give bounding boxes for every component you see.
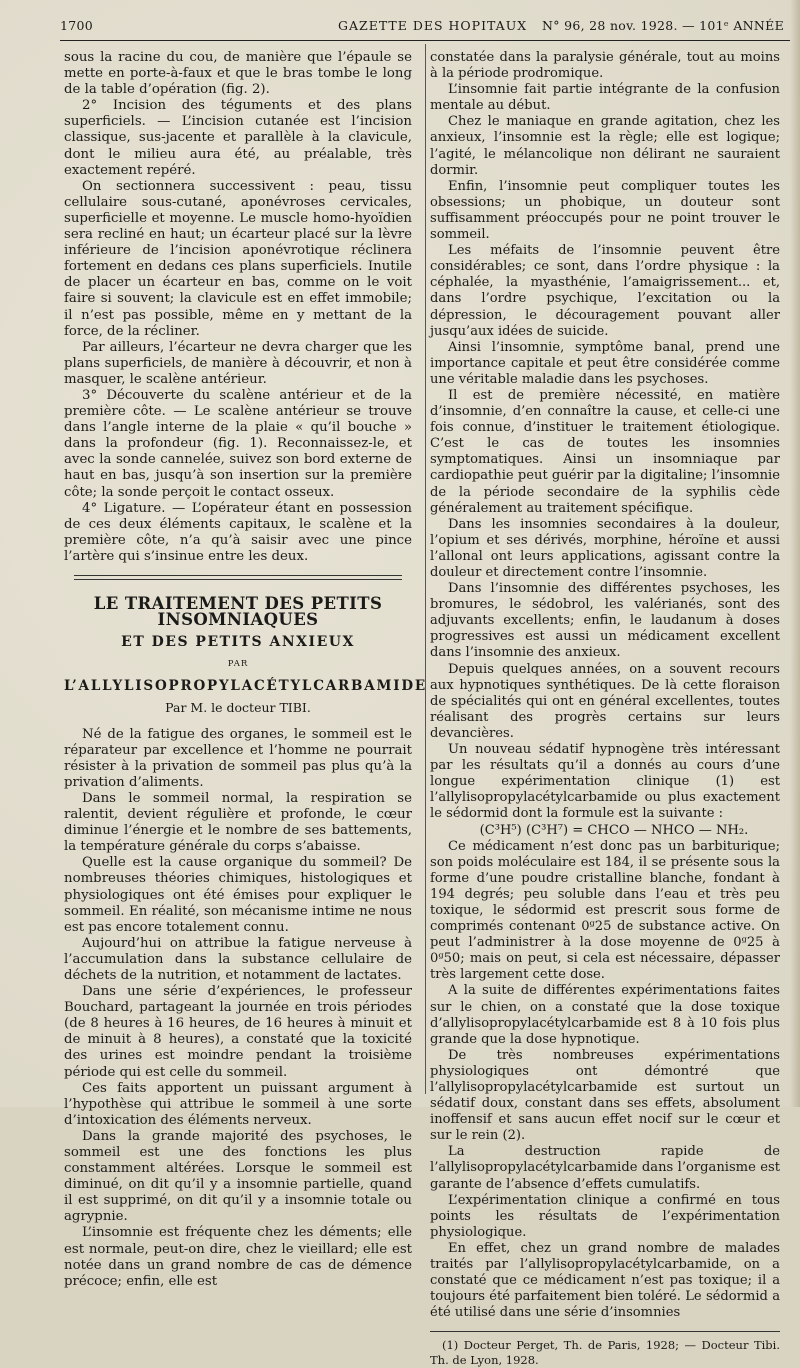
paragraph: 2° Incision des téguments et des plans superficiels. — L’incision cutanée est l’incision classique, sus-jacente et parallèle à la clavicule, dont le milieu aura été, au préalable, très exactement repéré. <box>64 98 412 178</box>
right-column <box>430 50 780 1368</box>
paragraph: En effet, chez un grand nombre de malades traités par l’allylisopropylacétylcarbamide, on a constaté que ce médicament n’est pas toxique; il a toujours été parfaitement bien toléré. Le sédormid a été utilisé dans une série d’insomnies <box>430 1240 780 1321</box>
issue-info: N° 96, 28 nov. 1928. — 101ᵉ ANNÉE <box>542 18 784 33</box>
paragraph: Ce médicament n’est donc pas un barbiturique; son poids moléculaire est 184, il se présente sous la forme d’une poudre cristalline blanche, fondant à 194 degrés; peu soluble dans l’eau et très peu toxique, le sédormid est prescrit sous forme de comprimés contenant 0ᵍ25 de substance active. On peut l’administrer à la dose moyenne de 0ᵍ25 à 0ᵍ50; mais on peut, si cela est nécessaire, dépasser très largement cette dose. <box>430 838 780 983</box>
paragraph: Dans l’insomnie des différentes psychoses, les bromures, le sédobrol, les valérianés, sont des adjuvants excellents; enfin, le laudanum à doses progressives est aussi un médicament excellent dans l’insomnie des anxieux. <box>430 581 780 661</box>
paragraph: L’expérimentation clinique a confirmé en tous points les résultats de l’expérimentation physiologique. <box>430 1192 780 1240</box>
paragraph: Ces faits apportent un puissant argument à l’hypothèse qui attribue le sommeil à une sorte d’intoxication des éléments nerveux. <box>64 1080 412 1128</box>
chemical-formula: (C³H⁵) (C³H⁷) = CHCO — NHCO — NH₂. <box>479 822 749 838</box>
article-subtitle: ET DES PETITS ANXIEUX <box>121 634 355 651</box>
header-rule <box>60 40 790 41</box>
paragraph: 4° Ligature. — L’opérateur étant en possession de ces deux éléments capitaux, le scalène et la première côte, n’a qu’à saisir avec une pince l’artère qui s’insinue entre les deux. <box>64 500 412 564</box>
paragraph: Quelle est la cause organique du sommeil? De nombreuses théories chimiques, histologiques et physiologiques ont été émises pour expliquer le sommeil. En réalité, son mécanisme intime ne nous est pas encore totalement connu. <box>64 855 412 935</box>
page-header <box>60 10 790 36</box>
page-number: 1700 <box>60 18 94 33</box>
paragraph: Les méfaits de l’insomnie peuvent être considérables; ce sont, dans l’ordre physique : la céphalée, la myasthénie, l’amaigrissement... et, dans l’ordre psychique, l’excitation ou la dépression, le découragement pouvant aller jusqu’aux idées de suicide. <box>430 243 780 339</box>
paragraph: Dans les insomnies secondaires à la douleur, l’opium et ses dérivés, morphine, héroïne et aussi l’allonal ont leurs applications, agissant contre la douleur et directement contre l’insomnie. <box>430 516 780 580</box>
footnotes <box>430 1331 780 1368</box>
article-title: LE TRAITEMENT DES PETITS INSOMNIAQUES <box>93 594 383 630</box>
paragraph: Aujourd’hui on attribue la fatigue nerveuse à l’accumulation dans la substance cellulaire de déchets de la nutrition, et notamment de lactates. <box>64 935 412 983</box>
paragraph: Enfin, l’insomnie peut compliquer toutes les obsessions; un phobique, un douteur sont suffisamment préoccupés pour ne point trouver le sommeil. <box>430 178 780 243</box>
left-column <box>64 50 427 1290</box>
paragraph: constatée dans la paralysie générale, tout au moins à la période prodromique. <box>430 50 780 82</box>
paragraph: L’insomnie fait partie intégrante de la confusion mentale au début. <box>430 82 780 114</box>
article-author: Par M. le docteur TIBI. <box>165 700 311 716</box>
article-drug-name: L’ALLYLISOPROPYLACÉTYLCARBAMIDE <box>64 678 427 695</box>
paragraph: Par ailleurs, l’écarteur ne devra charger que les plans superficiels, de manière à découvrir, et non à masquer, le scalène antérieur. <box>64 339 412 387</box>
footnote: (1) Docteur Perget, Th. de Paris, 1928; — Docteur Tibi. Th. de Lyon, 1928. <box>430 1338 780 1368</box>
paragraph: Ainsi l’insomnie, symptôme banal, prend une importance capitale et peut être considérée comme une véritable maladie dans les psychoses. <box>430 339 780 387</box>
paragraph: Dans une série d’expériences, le professeur Bouchard, partageant la journée en trois périodes (de 8 heures à 16 heures, de 16 heures à minuit et de minuit à 8 heures), a constaté que la toxicité des urines est moindre pendant la troisième période qui est celle du sommeil. <box>64 984 412 1080</box>
paragraph: L’insomnie est fréquente chez les déments; elle est normale, peut-on dire, chez le vieillard; elle est notée dans un grand nombre de cas de démence précoce; enfin, elle est <box>64 1225 412 1289</box>
paragraph: Né de la fatigue des organes, le sommeil est le réparateur par excellence et l’homme ne pourrait résister à la privation de sommeil pas plus qu’à la privation d’aliments. <box>64 726 412 790</box>
paragraph: Depuis quelques années, on a souvent recours aux hypnotiques synthétiques. De là cette floraison de spécialités qui ont en général excellentes, toutes réalisant des progrès certains sur leurs devancières. <box>430 661 780 741</box>
paragraph: Chez le maniaque en grande agitation, chez les anxieux, l’insomnie est la règle; elle est logique; l’agité, le mélancolique non délirant ne sauraient dormir. <box>430 114 780 178</box>
paragraph: On sectionnera successivent : peau, tissu cellulaire sous-cutané, aponévroses cervicales, superficielle et moyenne. Le muscle homo-hyoïdien sera recliné en haut; un écarteur placé sur la lèvre inférieure de l’incision aponévrotique réclinera fortement en dedans ces plans superficiels. Inutile de placer un écarteur en bas, comme on le voit faire si souvent; la clavicule est en effet immobile; il n’est pas possible, même en y mettant de la force, de la récliner. <box>64 178 412 339</box>
paragraph: De très nombreuses expérimentations physiologiques ont démontré que l’allylisopropylacétylcarbamide est surtout un sédatif doux, constant dans ses effets, absolument inoffensif et sans aucun effet nocif sur le cœur et sur le rein (2). <box>430 1047 780 1144</box>
section-rule <box>74 579 402 580</box>
paragraph: Dans le sommeil normal, la respiration se ralentit, devient régulière et profonde, le cœur diminue l’énergie et le nombre de ses battements, la température générale du corps s’abaisse. <box>64 790 412 855</box>
article-par: PAR <box>227 659 249 670</box>
paragraph: La destruction rapide de l’allylisopropylacétylcarbamide dans l’organisme est garante de l’absence d’effets cumulatifs. <box>430 1144 780 1192</box>
paragraph: A la suite de différentes expérimentations faites sur le chien, on a constaté que la dose toxique d’allylisopropylacétylcarbamide est 8 à 10 fois plus grande que la dose hypnotique. <box>430 983 780 1047</box>
paper-edge-stain <box>790 0 800 1107</box>
paragraph: Dans la grande majorité des psychoses, le sommeil est une des fonctions les plus constamment altérées. Lorsque le sommeil est diminué, on dit qu’il y a insomnie partielle, quand il est supprimé, on dit qu’il y a insomnie totale ou agrypnie. <box>64 1128 412 1225</box>
paragraph: sous la racine du cou, de manière que l’épaule se mette en porte-à-faux et que le bras tombe le long de la table d’opération (fig. 2). <box>64 50 412 98</box>
column-divider <box>425 44 426 1094</box>
paragraph: 3° Découverte du scalène antérieur et de la première côte. — Le scalène antérieur se trouve dans l’angle interne de la plaie « qu’il bouche » dans la profondeur (fig. 1). Reconnaissez-le, et avec la sonde cannelée, suivez son bord externe de haut en bas, jusqu’à son insertion sur la première côte; la sonde perçoit le contact osseux. <box>64 387 412 500</box>
journal-title: GAZETTE DES HOPITAUX <box>338 18 528 33</box>
section-rule <box>74 575 402 576</box>
paragraph: Il est de première nécessité, en matière d’insomnie, d’en connaître la cause, et celle-ci une fois connue, d’instituer le traitement étiologique. C’est le cas de toutes les insomnies symptomatiques. Ainsi un insomniaque par cardiopathie peut guérir par la digitaline; l’insomnie de la période secondaire de la syphilis cède généralement au traitement spécifique. <box>430 387 780 516</box>
paragraph: Un nouveau sédatif hypnogène très intéressant par les résultats qu’il a donnés au cours d’une longue expérimentation clinique (1) est l’allylisopropylacétylcarbamide ou plus exactement le sédormid dont la formule est la suivante : <box>430 742 780 822</box>
